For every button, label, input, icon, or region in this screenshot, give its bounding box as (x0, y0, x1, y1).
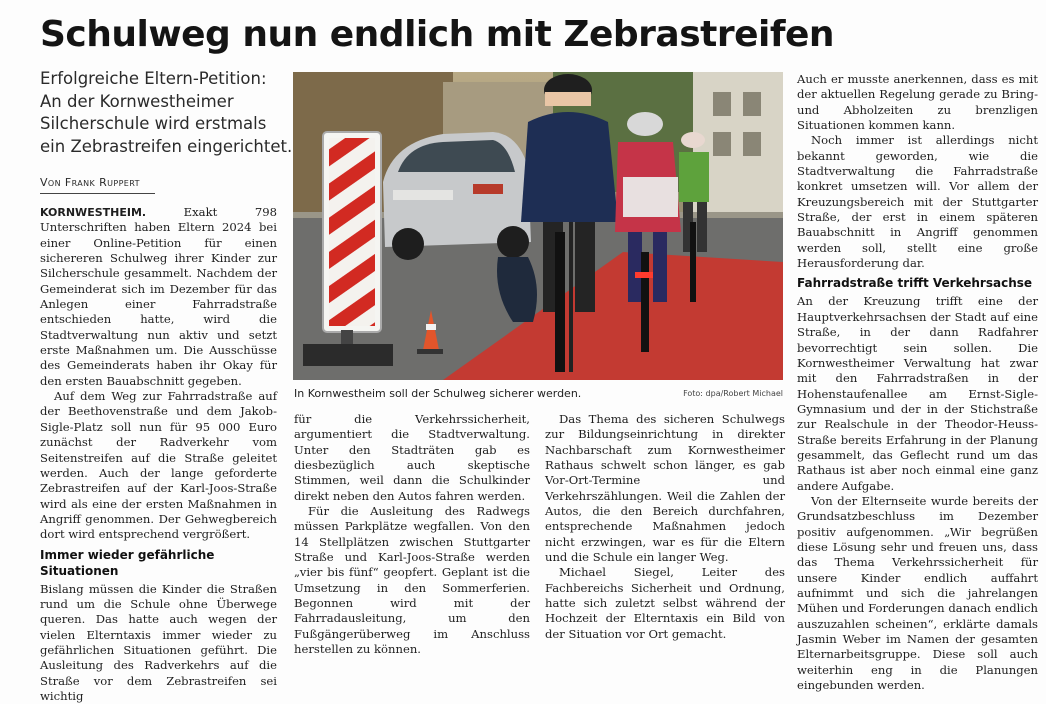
paragraph: Auf dem Weg zur Fahrradstraße auf der Beethovenstraße und dem Jakob-Sigle-Platz soll nun für 95 000 Euro zunächst der Radverkehr vom Seitenstreifen auf die Straße geleitet werden. Auch der lange geforderte Zebrastreifen auf der Karl-Joos-Straße wird als eine der ersten Maßnahmen in Angriff genommen. Der Gehwegbereich dort wird entsprechend vergrößert. (40, 389, 277, 542)
byline-text: Von Frank Ruppert (40, 176, 140, 189)
paragraph: für die Verkehrssicherheit, argumentiert die Stadtverwaltung. Unter den Stadträten gab es diesbezüglich auch skeptische Stimmen, weil dann die Schulkinder direkt neben den Autos fahren werden. (294, 412, 530, 503)
subhead-line: ein Zebrastreifen eingerichtet. (40, 136, 293, 156)
paragraph: Von der Elternseite wurde bereits der Grundsatzbeschluss im Dezember positiv aufgenommen. „Wir begrüßen diese Lösung sehr und freuen uns, dass das Thema Verkehrssicherheit für unsere Kinder endlich auffahrt aufnimmt und sich die jahrelangen Mühen und Forderungen danach endlich auszuzahlen scheinen“, erklärte damals Jasmin Weber im Namen der gesamten Elternarbeitsgruppe. Diese soll auch weiterhin eng in die Planungen eingebunden werden. (797, 493, 1038, 693)
car (383, 132, 531, 260)
paragraph: Das Thema des sicheren Schulwegs zur Bildungseinrichtung in direkter Nachbarschaft zum Kornwestheimer Rathaus schwelt schon länger, es gab Vor-Ort-Termine und Verkehrszählungen. Weil die Zahlen der Autos, die den Bereich durchfahren, entsprechende Maßnahmen jedoch nicht erzwingen, war es für die Eltern und die Schule ein langer Weg. (545, 412, 785, 565)
subhead-line: An der Kornwestheimer (40, 91, 234, 111)
subhead-line: Erfolgreiche Eltern-Petition: (40, 69, 267, 88)
cyclists-photo (293, 72, 783, 380)
paragraph: Auch er musste anerkennen, dass es mit der aktuellen Regelung gerade zu Bring- und Abholzeiten zu brenzligen Situationen kommen kann. (797, 72, 1038, 133)
paragraph (40, 205, 277, 389)
caption-text: In Kornwestheim soll der Schulweg sicherer werden. (294, 387, 582, 400)
article-column-3 (545, 412, 785, 642)
paragraph-text: Exakt 798 Unterschriften haben Eltern 2024 bei einer Online-Petition für einen sichereren Schulweg ihrer Kinder zur Silcherschule gesammelt. Nachdem der Gemeinderat sich im Dezember für das Anlegen einer Fahrradstraße entschieden hatte, wird die Stadtverwaltung nun aktiv und setzt erste Maßnahmen um. Die Ausschüsse des Gemeinderats haben ihr Okay für den ersten Bauabschnitt gegeben. (40, 205, 277, 388)
paragraph: Bislang müssen die Kinder die Straßen rund um die Schule ohne Überwege queren. Das hatte auch wegen der vielen Elterntaxis immer wieder zu gefährlichen Situationen geführt. Die Ausleitung des Radverkehrs auf die Straße vor dem Zebrastreifen sei wichtig (40, 581, 277, 703)
byline (40, 176, 155, 194)
dateline: KORNWESTHEIM. (40, 206, 147, 219)
article-column-4 (797, 72, 1038, 693)
subheadline (40, 68, 293, 158)
section-heading: Fahrradstraße trifft Verkehrsachse (797, 276, 1033, 291)
article-column-2 (294, 412, 530, 658)
article-photo (293, 72, 783, 380)
subhead-line: Silcherschule wird erstmals (40, 114, 267, 133)
paragraph: Michael Siegel, Leiter des Fachbereichs Sicherheit und Ordnung, hatte sich zuletzt selbst während der Hochzeit der Elterntaxis ein Bild von der Situation vor Ort gemacht. (545, 565, 785, 641)
photo-caption (294, 387, 783, 400)
article-column-1 (40, 205, 277, 704)
photo-credit: Foto: dpa/Robert Michael (683, 389, 783, 398)
paragraph: Noch immer ist allerdings nicht bekannt geworden, wie die Stadtverwaltung die Fahrradstraße konkret umsetzen will. Vor allem der Kreuzungsbereich mit der Stuttgarter Straße, der erst in einem späteren Bauabschnitt in Angriff genommen werden soll, stellt eine große Herausforderung dar. (797, 133, 1038, 271)
paragraph: An der Kreuzung trifft eine der Hauptverkehrsachsen der Stadt auf eine Straße, in der dann Radfahrer bevorrechtigt sein sollen. Die Kornwestheimer Verwaltung hat zwar mit den Fahrradstraßen in der Hohenstaufenallee am Ernst-Sigle-Gymnasium und der in der Stichstraße zur Realschule in der Theodor-Heuss-Straße bereits Erfahrung in der Planung gesammelt, das Geflecht rund um das Rathaus ist aber noch einmal eine ganz andere Aufgabe. (797, 294, 1038, 493)
paragraph: Für die Ausleitung des Radwegs müssen Parkplätze wegfallen. Von den 14 Stellplätzen zwischen Stuttgarter Straße und Karl-Joos-Straße werden „vier bis fünf“ geopfert. Geplant ist die Umsetzung in den Sommerferien. Begonnen wird mit der Fahrradausleitung, um den Fußgängerüberweg im Anschluss herstellen zu können. (294, 504, 530, 657)
section-heading: Immer wieder gefährliche Situationen (40, 547, 215, 578)
headline: Schulweg nun endlich mit Zebrastreifen (40, 14, 835, 55)
